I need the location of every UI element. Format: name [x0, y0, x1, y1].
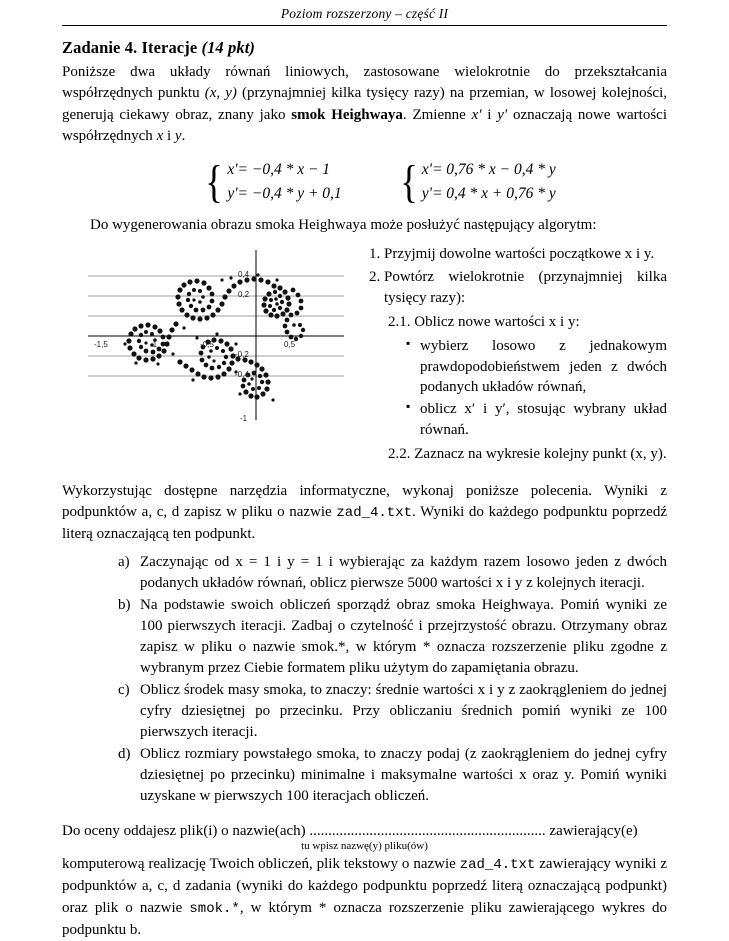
intro-part-4: oznaczają nowe wartości współrzędnych: [62, 106, 668, 144]
intro-y-prime: y′: [497, 106, 508, 123]
algorithm-step-2-text: Powtórz wielokrotnie (przynajmniej kilka tysięcy razy):: [384, 268, 667, 306]
intro-x: x: [156, 127, 164, 144]
subtask-d-text: Oblicz rozmiary powstałego smoka, to znaczy podaj (z zaokrągleniem do jednej cyfry dziesiętnej po przecinku) minimalne i maksymalne wartości x oraz y. Pomiń wyniki uzyskane w pierwszych 100 iteracjach obliczeń.: [140, 745, 667, 804]
subtask-a-text: Zaczynając od x = 1 i y = 1 i wybierając za każdym razem losowo jeden z dwóch podanych układów równań, oblicz pierwsze 5000 wartości x i y z kolejnych iteracji.: [140, 553, 667, 591]
subtask-c-text: Oblicz środek masy smoka, to znaczy: średnie wartości x i y z zaokrągleniem do jednej cyfry dziesiętnej po przecinku. Przy obliczaniu średnich pomiń wyniki ze 100 pierwszych iteracji.: [140, 681, 667, 740]
algorithm-substep-2-2: [388, 444, 667, 465]
algorithm-steps: [362, 244, 667, 467]
final-paragraph: [62, 854, 667, 941]
subtask-c: [118, 680, 667, 743]
algorithm-step-1: 1. Przyjmij dowolne wartości początkowe x i y.: [384, 244, 667, 265]
instructions-filename: zad_4.txt: [336, 505, 413, 522]
deliverables-line: [62, 821, 667, 843]
instructions-paragraph: [62, 481, 667, 545]
algorithm-bullet-1: ▪ wybierz losowo z jednakowym prawdopodobieństwem jeden z dwóch podanych układów równań,: [406, 336, 667, 398]
intro-part-3: . Zmienne: [402, 106, 472, 123]
x-tick-label-minus-0-5: -0,5: [200, 340, 214, 350]
x-tick-label-minus-1-5: -1,5: [94, 340, 108, 350]
y-tick-label-minus-1: -1: [240, 414, 248, 424]
header-text: Poziom rozszerzony – część II: [280, 6, 449, 21]
left-brace-icon: {: [205, 156, 224, 208]
substep-2-1-label: 2.1.: [388, 314, 411, 331]
dragon-fractal-svg: [88, 244, 344, 440]
page-title: [62, 38, 667, 58]
subtask-c-letter: c): [118, 681, 130, 698]
equation-systems: [62, 156, 667, 208]
substep-2-2-label: 2.2.: [388, 446, 411, 463]
task-intro-paragraph: [62, 62, 667, 147]
deliverables-part-1: Do oceny oddajesz plik(i) o nazwie(ach): [62, 822, 310, 839]
subtasks-list: [62, 552, 667, 807]
equation-right-1: x'= 0,76 * x − 0,4 * y: [421, 161, 556, 179]
y-tick-label-0-4: 0,4: [238, 270, 250, 280]
subtask-d: [118, 744, 667, 807]
intro-conj-2: i: [163, 127, 175, 144]
algorithm-intro: Do wygenerowania obrazu smoka Heighwaya może posłużyć następujący algorytm:: [90, 217, 597, 234]
final-filename-txt: zad_4.txt: [459, 857, 536, 874]
y-tick-label-minus-0-4: -0,4: [235, 370, 249, 380]
algorithm-bullet-2: ▪ oblicz x′ i y′, stosując wybrany układ równań.: [406, 399, 667, 440]
intro-x-prime: x′: [471, 106, 482, 123]
figure-and-steps-row: [62, 244, 667, 467]
subtask-a-letter: a): [118, 553, 130, 570]
intro-point: (x, y): [204, 85, 237, 102]
subtask-d-letter: d): [118, 745, 131, 762]
final-filename-image: smok.*: [189, 900, 240, 917]
x-tick-label-minus-1: -1: [150, 340, 158, 350]
intro-part-1: Poniższe dwa układy równań liniowych, zastosowane wielokrotnie do przekształcania współrzędnych punktu: [62, 64, 667, 102]
equation-left-2: y'= −0,4 * y + 0,1: [227, 185, 342, 203]
intro-dragon-name: smok Heighwaya: [291, 106, 403, 123]
heighway-dragon-figure: [88, 244, 344, 440]
task-title-text: Zadanie 4. Iteracje: [62, 38, 198, 57]
subtask-b: [118, 595, 667, 679]
algorithm-step-2: [384, 267, 667, 465]
subtask-b-text: Na podstawie swoich obliczeń sporządź obraz smoka Heighwaya. Pomiń wyniki ze 100 pierwszych iteracji. Zadbaj o czytelność i przejrzystość obrazu. Otrzymany obraz zapisz w pliku o nazwie smok.*, w którym * oznacza rozszerzenie pliku zgodne z wybranym przez Ciebie formatem pliku użytym do zapamiętania obrazu.: [140, 596, 667, 676]
substep-2-1-text: Oblicz nowe wartości x i y:: [414, 314, 580, 331]
intro-y: y: [174, 127, 182, 144]
substep-2-2-text: Zaznacz na wykresie kolejny punkt (x, y).: [414, 446, 667, 463]
final-part-2: zawierający wyniki z podpunktów a, c, d zadania (wyniki do każdego podpunktu poprzedź literą oznaczającą podpunkt) oraz plik o nazwie: [62, 856, 668, 916]
equation-left-1: x'= −0,4 * x − 1: [227, 161, 331, 179]
intro-end: .: [181, 127, 186, 144]
intro-part-2: (przynajmniej kilka tysięcy razy) na przemian, w losowej kolejności, generują ciekawy obraz, znany jako: [62, 85, 668, 123]
equation-system-right: [398, 156, 556, 208]
equation-system-left: [203, 156, 342, 208]
header-divider: [62, 25, 667, 26]
deliverables-dots: ...............................................................: [309, 822, 546, 839]
x-tick-label-0-5: 0,5: [284, 340, 296, 350]
intro-conj-1: i: [481, 106, 498, 123]
task-points: (14 pkt): [201, 38, 255, 57]
page-header: [62, 0, 667, 22]
subtask-a: [118, 552, 667, 594]
equation-right-2: y'= 0,4 * x + 0,76 * y: [421, 185, 556, 203]
instructions-part-1: Wykorzystując dostępne narzędzia informatyczne, wykonaj poniższe polecenia. Wyniki z podpunktów a, c, d zapisz w pliku o nazwie: [62, 483, 667, 521]
right-brace-icon: {: [399, 156, 418, 208]
subtask-b-letter: b): [118, 596, 131, 613]
algorithm-substep-2-1: [388, 312, 667, 440]
deliverables-part-2: zawierający(e): [545, 822, 638, 839]
y-tick-label-minus-0-2: -0,2: [235, 350, 249, 360]
y-tick-label-0-2: 0,2: [238, 290, 250, 300]
instructions-part-2: . Wyniki do każdego podpunktu poprzedź literą oznaczającą ten podpunkt.: [62, 504, 667, 543]
final-part-1: komputerową realizację Twoich obliczeń, plik tekstowy o nazwie: [62, 856, 460, 873]
final-part-3: , w którym * oznacza rozszerzenie pliku zawierającego wykres do podpunktu b.: [62, 899, 667, 938]
deliverables-caption: tu wpisz nazwę(y) pliku(ów): [301, 840, 428, 853]
